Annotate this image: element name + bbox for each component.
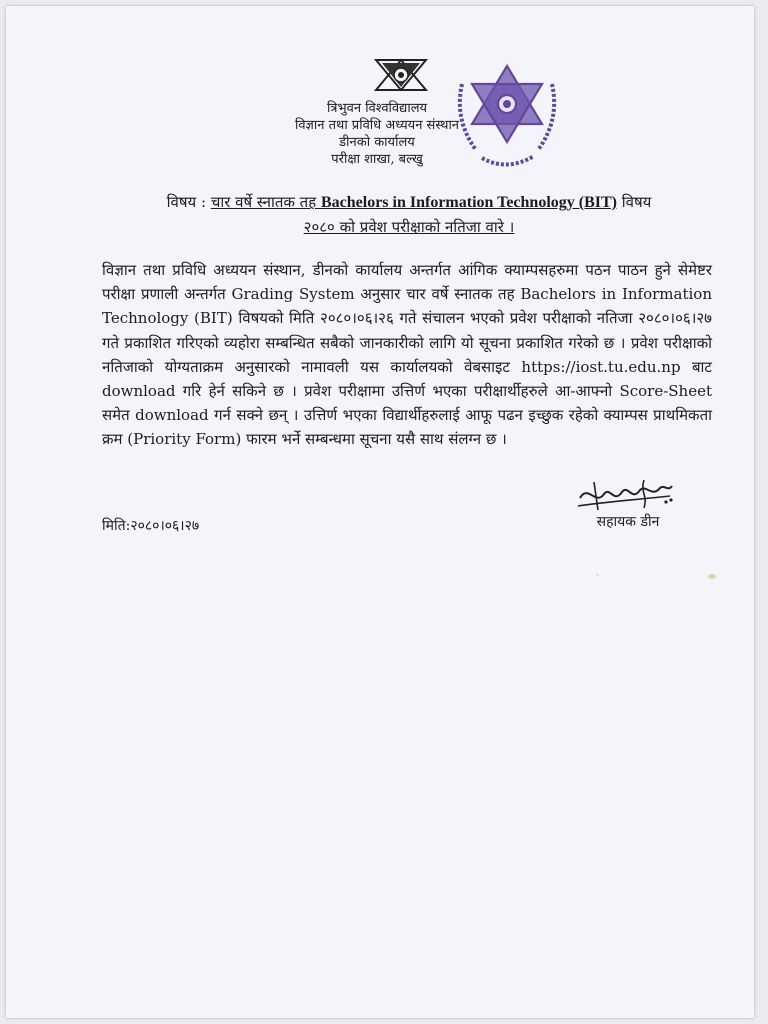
subject-text-1: चार वर्षे स्नातक तह xyxy=(210,193,321,211)
office-stamp-icon xyxy=(446,50,568,172)
notice-page xyxy=(6,6,754,1018)
notice-body: विज्ञान तथा प्रविधि अध्ययन संस्थान, डीनको कार्यालय अन्तर्गत आंगिक क्याम्पसहरुमा पठन पाठन हुने सेमेष्टर परीक्षा प्रणाली अन्तर्गत Grading System अनुसार चार वर्षे स्नातक तह Bachelors in Information Technology (BIT) विषयको मिति २०८०।०६।२६ गते संचालन भएको प्रवेश परीक्षाको नतिजा २०८०।०६।२७ गते प्रकाशित गरिएको व्यहोरा सम्बन्धित सबैको जानकारीको लागि यो सूचना प्रकाशित गरेको छ । प्रवेश परीक्षाको नतिजाको योग्यताक्रम अनुसारको नामावली यस कार्यालयको वेबसाइट https://iost.tu.edu.np बाट download गरि हेर्न सकिने छ । प्रवेश परीक्षामा उत्तिर्ण भएका परीक्षार्थीहरुले आ-आफ्नो Score-Sheet समेत download गर्न सक्ने छन् । उत्तिर्ण भएका विद्यार्थीहरुलाई आफू पढन इच्छुक रहेको क्याम्पस प्राथमिकता क्रम (Priority Form) फारम भर्ने सम्बन्धमा सूचना यसै साथ संलग्न छ । xyxy=(102,261,712,449)
institute-name: विज्ञान तथा प्रविधि अध्ययन संस्थान xyxy=(294,118,460,133)
notice-date: मिति:२०८०।०६।२७ xyxy=(102,518,200,534)
subject-line-2: २०८० को प्रवेश परीक्षाको नतिजा वारे । xyxy=(303,218,515,236)
paper-spot xyxy=(708,574,716,579)
subject-prefix: विषय : xyxy=(166,193,211,211)
signer-title: सहायक डीन xyxy=(596,514,660,530)
notice-subject xyxy=(102,190,716,239)
tu-logo-icon xyxy=(374,58,428,92)
paper-spot xyxy=(596,574,599,576)
subject-program: Bachelors in Information Technology (BIT) xyxy=(320,194,617,211)
university-name: त्रिभुवन विश्वविद्यालय xyxy=(326,101,428,116)
subject-text-2: विषय xyxy=(617,193,652,211)
office-name: डीनको कार्यालय xyxy=(339,135,415,150)
section-name: परीक्षा शाखा, बल्खु xyxy=(331,152,423,167)
